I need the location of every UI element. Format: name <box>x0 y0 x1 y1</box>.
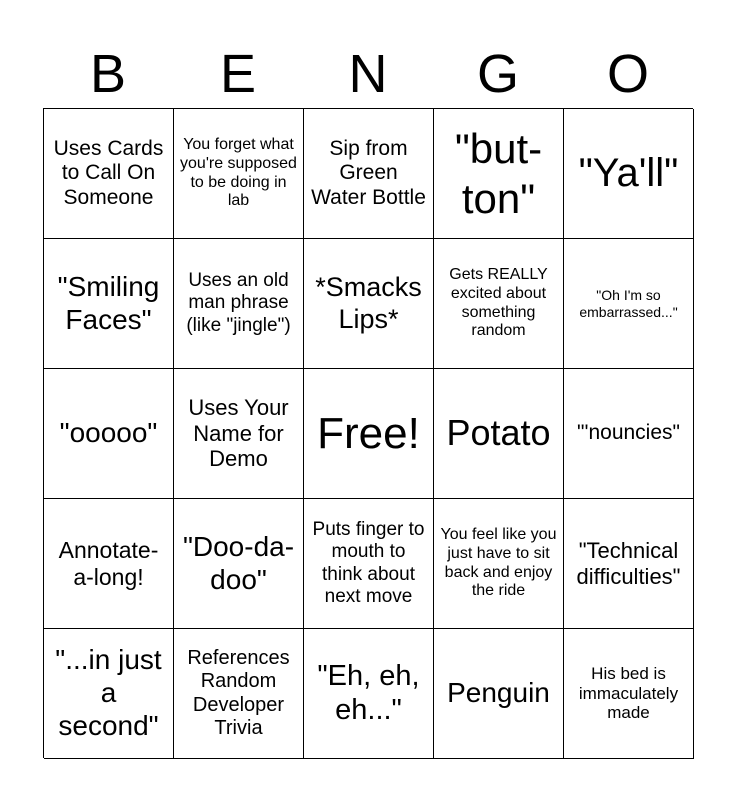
bingo-cell-text: Uses Your Name for Demo <box>188 394 289 472</box>
bingo-cell-r2-c2[interactable] <box>174 239 304 369</box>
bingo-cell-text: His bed is immaculately made <box>578 663 679 723</box>
bingo-cell-r5-c3[interactable] <box>304 629 434 759</box>
bingo-cell-text: "Doo-da-doo" <box>182 530 295 595</box>
bingo-cell-r3-c5[interactable] <box>564 369 694 499</box>
bingo-cell-text: "Ya'll" <box>578 151 679 196</box>
header-letter-n: N <box>348 44 388 104</box>
bingo-cell-text: References Random Developer Trivia <box>187 646 290 739</box>
bingo-cell-text: "ooooo" <box>59 417 158 449</box>
bingo-cell-r1-c2[interactable] <box>174 109 304 239</box>
bingo-cell-text: Uses an old man phrase (like "jingle") <box>186 270 291 336</box>
header-letter-o: O <box>606 44 649 104</box>
bingo-cell-text: "Oh I'm so embarrassed..." <box>579 287 678 320</box>
bingo-cell-r5-c4[interactable] <box>434 629 564 759</box>
bingo-cell-r2-c3[interactable] <box>304 239 434 369</box>
bingo-cell-r2-c4[interactable] <box>434 239 564 369</box>
bingo-cell-r2-c5[interactable] <box>564 239 694 369</box>
header-letter-e: E <box>219 44 257 104</box>
bingo-cell-text: Potato <box>446 412 551 454</box>
bingo-cell-text: "Eh, eh, eh..." <box>317 659 420 726</box>
bingo-cell-text: "...in just a second" <box>55 644 162 741</box>
bingo-cell-text: "Smiling Faces" <box>57 270 160 335</box>
bingo-cell-r5-c2[interactable] <box>174 629 304 759</box>
bingo-cell-r5-c5[interactable] <box>564 629 694 759</box>
bingo-cell-text: Gets REALLY excited about something random <box>449 266 548 340</box>
bingo-cell-text: *Smacks Lips* <box>315 271 422 334</box>
bingo-cell-text: Annotate-a-long! <box>58 536 159 590</box>
bingo-cell-text: Uses Cards to Call On Someone <box>53 136 164 209</box>
bingo-cell-r1-c1[interactable] <box>44 109 174 239</box>
bingo-cell-r2-c1[interactable] <box>44 239 174 369</box>
bingo-cell-r4-c2[interactable] <box>174 499 304 629</box>
bingo-cell-r4-c3[interactable] <box>304 499 434 629</box>
header-letter-g: G <box>476 44 519 104</box>
bingo-cell-r3-c4[interactable] <box>434 369 564 499</box>
bingo-cell-text: You forget what you're supposed to be doing in lab <box>180 136 297 210</box>
bingo-cell-text: Puts finger to mouth to think about next move <box>312 519 425 607</box>
bingo-cell-r3-c1[interactable] <box>44 369 174 499</box>
bingo-cell-text: You feel like you just have to sit back and enjoy the ride <box>440 526 557 600</box>
bingo-cell-text: "but-ton" <box>454 125 543 222</box>
bingo-cell-r3-c2[interactable] <box>174 369 304 499</box>
bingo-cell-r1-c4[interactable] <box>434 109 564 239</box>
bingo-cell-r1-c5[interactable] <box>564 109 694 239</box>
bingo-cell-r4-c4[interactable] <box>434 499 564 629</box>
bingo-cell-text: "Technical difficulties" <box>576 537 681 589</box>
bingo-cell-r4-c1[interactable] <box>44 499 174 629</box>
bingo-cell-text: Sip from Green Water Bottle <box>311 136 426 209</box>
bingo-board <box>43 108 693 758</box>
header-letter-b: B <box>89 44 127 104</box>
bingo-cell-text: Free! <box>317 408 420 458</box>
bingo-cell-text: "'nouncies" <box>577 421 680 445</box>
bingo-cell-text: Penguin <box>447 677 550 709</box>
bingo-cell-r4-c5[interactable] <box>564 499 694 629</box>
bingo-header <box>43 40 693 108</box>
bingo-cell-r3-c3[interactable] <box>304 369 434 499</box>
bingo-cell-r5-c1[interactable] <box>44 629 174 759</box>
bingo-cell-r1-c3[interactable] <box>304 109 434 239</box>
